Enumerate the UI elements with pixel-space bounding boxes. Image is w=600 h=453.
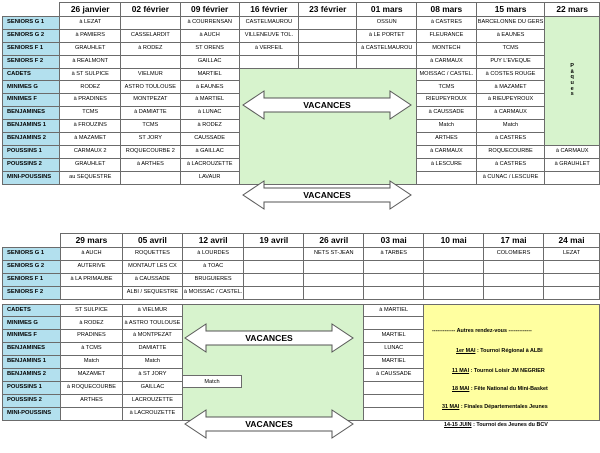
table-row (3, 55, 600, 68)
date-header: 01 mars (357, 3, 417, 17)
match-cell: BRUGUIERES (182, 273, 243, 286)
match-cell: à MARTIEL (364, 304, 424, 317)
match-cell: ARTHES (417, 133, 477, 146)
match-cell: MOISSAC / CASTEL. (417, 68, 477, 81)
team-label: SENIORS G 1 (3, 248, 61, 261)
match-cell: ROQUECOURBE (476, 145, 545, 158)
team-label: MINIMES F (3, 94, 60, 107)
match-cell: à VIELMUR (122, 304, 182, 317)
match-cell (299, 42, 357, 55)
match-cell: TCMS (476, 42, 545, 55)
team-label: BENJAMINES (3, 107, 60, 120)
date-header-row (3, 234, 600, 248)
vacances-arrow (184, 322, 354, 354)
match-cell (121, 17, 181, 30)
match-cell: GRAUHLET (60, 158, 121, 171)
match-cell: VILLENEUVE TOL. (239, 29, 298, 42)
match-cell (544, 273, 600, 286)
match-cell: GAILLAC (122, 381, 182, 394)
match-cell: à ST JORY (122, 369, 182, 382)
match-cell (364, 260, 424, 273)
match-cell: à AUCH (60, 248, 122, 261)
table-row (3, 42, 600, 55)
match-cell: AUTERIVE (60, 260, 122, 273)
match-cell (357, 55, 417, 68)
match-cell: ST ORENS (180, 42, 239, 55)
vacances-arrow (242, 89, 412, 121)
match-cell (484, 260, 544, 273)
match-cell: à FROUZINS (60, 120, 121, 133)
vacances-label: VACANCES (303, 100, 351, 110)
match-cell: LUNAC (364, 343, 424, 356)
match-cell: à CARMAUX (417, 145, 477, 158)
date-header: 12 avril (182, 234, 243, 248)
match-cell: à TCMS (60, 343, 122, 356)
match-cell (424, 286, 484, 299)
match-cell: MARTIEL (364, 356, 424, 369)
match-cell: au SEQUESTRE (60, 171, 121, 184)
match-cell: Match (122, 356, 182, 369)
team-label: CADETS (3, 68, 60, 81)
match-cell (244, 260, 304, 273)
event-date: 11 MAI (452, 368, 470, 374)
match-cell: à EAUNES (476, 29, 545, 42)
match-cell (544, 260, 600, 273)
team-label: SENIORS F 2 (3, 286, 61, 299)
match-cell: MONTECH (417, 42, 477, 55)
team-label: SENIORS G 2 (3, 29, 60, 42)
match-cell (121, 171, 181, 184)
match-cell: ST JORY (121, 133, 181, 146)
match-cell: Match (60, 356, 122, 369)
match-cell: à ROQUECOURBE (60, 381, 122, 394)
match-cell: TCMS (60, 107, 121, 120)
match-cell: à LA PRIMAUBE (60, 273, 122, 286)
paques-letter: u (570, 79, 574, 86)
match-cell: à CAUSSADE (364, 369, 424, 382)
match-cell: à RODEZ (121, 42, 181, 55)
paques-letter: e (570, 85, 574, 92)
match-cell: PUY L'EVEQUE (476, 55, 545, 68)
paques-letter: P (570, 63, 575, 70)
match-cell: à LACROUZETTE (180, 158, 239, 171)
match-cell: CASTELMAUROU (239, 17, 298, 30)
match-cell (417, 171, 477, 184)
match-cell: à PRADINES (60, 94, 121, 107)
match-cell (60, 286, 122, 299)
table-row (3, 68, 600, 81)
match-cell (364, 381, 424, 394)
team-label: POUSSINS 2 (3, 394, 61, 407)
event-date: 1er MAI (456, 348, 476, 354)
match-cell: à RODEZ (180, 120, 239, 133)
match-cell: DAMIATTE (122, 343, 182, 356)
rendezvous-title: ------------- Autres rendez-vous ------------- (432, 328, 532, 334)
match-cell: à TARBES (364, 248, 424, 261)
match-cell: à GRAUHLET (545, 158, 600, 171)
match-cell: à AUCH (180, 29, 239, 42)
match-cell: à VERFEIL (239, 42, 298, 55)
match-cell: CARMAUX 2 (60, 145, 121, 158)
event-text: : Fête National du Mini-Basket (469, 386, 548, 392)
team-label: CADETS (3, 304, 61, 317)
match-cell: à REALMONT (60, 55, 121, 68)
match-cell: Match (417, 120, 477, 133)
match-cell (484, 286, 544, 299)
match-cell: ASTRO TOULOUSE (121, 81, 181, 94)
date-header: 05 avril (122, 234, 182, 248)
match-cell: à CARMAUX (476, 107, 545, 120)
match-cell (364, 394, 424, 407)
match-cell: à CARMAUX (417, 55, 477, 68)
match-cell (545, 171, 600, 184)
vacances-label: VACANCES (245, 419, 293, 429)
match-cell: MAZAMET (60, 369, 122, 382)
match-cell (484, 273, 544, 286)
match-cell-overlay: Match (182, 375, 242, 388)
match-cell (239, 55, 298, 68)
match-cell (60, 407, 122, 420)
match-cell (244, 273, 304, 286)
match-cell: à LOURDES (182, 248, 243, 261)
match-cell: GRAUHLET (60, 42, 121, 55)
date-header: 16 février (239, 3, 298, 17)
match-cell: ST SULPICE (60, 304, 122, 317)
match-cell: à MARTIEL (180, 94, 239, 107)
date-header: 03 mai (364, 234, 424, 248)
match-cell: TCMS (417, 81, 477, 94)
table-row (3, 286, 600, 299)
match-cell: à ST SULPICE (60, 68, 121, 81)
event-text: : Tournoi Loisir JM NEGRIER (469, 368, 545, 374)
team-label: SENIORS F 2 (3, 55, 60, 68)
match-cell: à ASTRO TOULOUSE (122, 317, 182, 330)
match-cell: à CAUSSADE (122, 273, 182, 286)
date-header: 22 mars (545, 3, 600, 17)
match-cell: à EAUNES (180, 81, 239, 94)
event-date: 18 MAI (452, 386, 470, 392)
match-cell: TCMS (121, 120, 181, 133)
match-cell: MONTAUT LES CX (122, 260, 182, 273)
match-cell: BARCELONNE DU GERS (476, 17, 545, 30)
team-label: POUSSINS 1 (3, 381, 61, 394)
table-row (3, 248, 600, 261)
match-cell: LACROUZETTE (122, 394, 182, 407)
event-text: : Tournoi Régional à ALBI (475, 348, 543, 354)
vacances-arrow (184, 408, 354, 440)
match-cell: à MAZAMET (60, 133, 121, 146)
match-cell (424, 273, 484, 286)
team-label: BENJAMINES (3, 343, 61, 356)
team-label: POUSSINS 1 (3, 145, 60, 158)
team-label: BENJAMINS 1 (3, 356, 61, 369)
match-cell: à MOISSAC / CASTEL. (182, 286, 243, 299)
event-item (456, 349, 543, 354)
match-cell (364, 286, 424, 299)
date-header: 24 mai (544, 234, 600, 248)
team-label: MINIMES G (3, 81, 60, 94)
date-header: 23 février (299, 3, 357, 17)
paques-letter: q (570, 74, 574, 81)
match-cell: à CASTELMAUROU (357, 42, 417, 55)
vacances-zone (239, 68, 416, 184)
match-cell: ALBI / SEQUESTRE (122, 286, 182, 299)
match-cell: RIEUPEYROUX (417, 94, 477, 107)
match-cell: ARTHES (60, 394, 122, 407)
date-header-row (3, 3, 600, 17)
team-label: SENIORS F 1 (3, 42, 60, 55)
match-cell (304, 286, 364, 299)
event-text: : Finales Départementales Jeunes (459, 404, 548, 410)
match-cell: MARTIEL (180, 68, 239, 81)
match-cell: CAUSSADE (180, 133, 239, 146)
event-item (442, 405, 548, 410)
match-cell: à COURRENSAN (180, 17, 239, 30)
match-cell: à LEZAT (60, 17, 121, 30)
match-cell: PRADINES (60, 330, 122, 343)
table-row (3, 273, 600, 286)
match-cell: à CAUSSADE (417, 107, 477, 120)
date-header: 19 avril (244, 234, 304, 248)
team-label: POUSSINS 2 (3, 158, 60, 171)
match-cell: ROQUECOURBE 2 (121, 145, 181, 158)
match-cell (299, 17, 357, 30)
team-label: BENJAMINS 2 (3, 133, 60, 146)
match-cell (299, 55, 357, 68)
match-cell (364, 273, 424, 286)
match-cell: RODEZ (60, 81, 121, 94)
match-cell: MARTIEL (364, 330, 424, 343)
event-item (452, 369, 545, 374)
paques-letter: s (570, 91, 574, 98)
match-cell: à MAZAMET (476, 81, 545, 94)
vacances-label: VACANCES (303, 190, 351, 200)
table-row (3, 29, 600, 42)
match-cell (304, 260, 364, 273)
event-item (444, 423, 548, 428)
match-cell: à CASTRES (417, 17, 477, 30)
paques-cell (545, 17, 600, 146)
match-cell (364, 317, 424, 330)
match-cell (121, 55, 181, 68)
team-label: BENJAMINS 1 (3, 120, 60, 133)
match-cell: OSSUN (357, 17, 417, 30)
match-cell: à LUNAC (180, 107, 239, 120)
match-cell: VIELMUR (121, 68, 181, 81)
paques-letter: â (570, 68, 574, 75)
match-cell (364, 407, 424, 420)
match-cell: Match (476, 120, 545, 133)
match-cell: à RIEUPEYROUX (476, 94, 545, 107)
match-cell: à DAMIATTE (121, 107, 181, 120)
match-cell: LAVAUR (180, 171, 239, 184)
date-header: 26 janvier (60, 3, 121, 17)
match-cell: à MONTPEZAT (122, 330, 182, 343)
match-cell: FLEURANCE (417, 29, 477, 42)
match-cell: COLOMIERS (484, 248, 544, 261)
match-cell: à PAMIERS (60, 29, 121, 42)
date-header: 17 mai (484, 234, 544, 248)
match-cell (544, 286, 600, 299)
match-cell: à LESCURE (417, 158, 477, 171)
event-text: : Tournoi des Jeunes du BCV (471, 422, 548, 428)
event-date: 14-15 JUIN (444, 422, 472, 428)
match-cell: GAILLAC (180, 55, 239, 68)
match-cell (424, 248, 484, 261)
team-label: MINI-POUSSINS (3, 171, 60, 184)
table-row (3, 304, 600, 317)
match-cell: à CUNAC / LESCURE (476, 171, 545, 184)
match-cell (299, 29, 357, 42)
date-header: 10 mai (424, 234, 484, 248)
match-cell (304, 273, 364, 286)
date-header: 26 avril (304, 234, 364, 248)
match-cell: à ARTHES (121, 158, 181, 171)
match-cell: à CASTRES (476, 133, 545, 146)
match-cell: à CASTRES (476, 158, 545, 171)
date-header: 15 mars (476, 3, 545, 17)
match-cell: NETS ST-JEAN (304, 248, 364, 261)
date-header: 02 février (121, 3, 181, 17)
match-cell (244, 286, 304, 299)
match-cell: à LE PORTET (357, 29, 417, 42)
team-label: SENIORS G 1 (3, 17, 60, 30)
date-header: 09 février (180, 3, 239, 17)
match-cell: à CARMAUX (545, 145, 600, 158)
team-label: MINIMES F (3, 330, 61, 343)
match-cell: CASSELARDIT (121, 29, 181, 42)
match-cell (244, 248, 304, 261)
match-cell: MONTPEZAT (121, 94, 181, 107)
match-cell: à COSTES ROUGE (476, 68, 545, 81)
vacances-label: VACANCES (245, 333, 293, 343)
team-label: SENIORS F 1 (3, 273, 61, 286)
match-cell: à LACROUZETTE (122, 407, 182, 420)
match-cell (424, 260, 484, 273)
event-item (452, 387, 548, 392)
team-label: MINIMES G (3, 317, 61, 330)
team-label: BENJAMINS 2 (3, 369, 61, 382)
team-label: MINI-POUSSINS (3, 407, 61, 420)
match-cell: à TOAC (182, 260, 243, 273)
date-header: 29 mars (60, 234, 122, 248)
table-row (3, 17, 600, 30)
match-cell: à GAILLAC (180, 145, 239, 158)
rendezvous-list (426, 329, 546, 435)
event-date: 31 MAI (442, 404, 460, 410)
match-cell: ROQUETTES (122, 248, 182, 261)
date-header: 08 mars (417, 3, 477, 17)
vacances-arrow (242, 179, 412, 211)
table-row (3, 260, 600, 273)
match-cell: LEZAT (544, 248, 600, 261)
team-label: SENIORS G 2 (3, 260, 61, 273)
match-cell: à RODEZ (60, 317, 122, 330)
